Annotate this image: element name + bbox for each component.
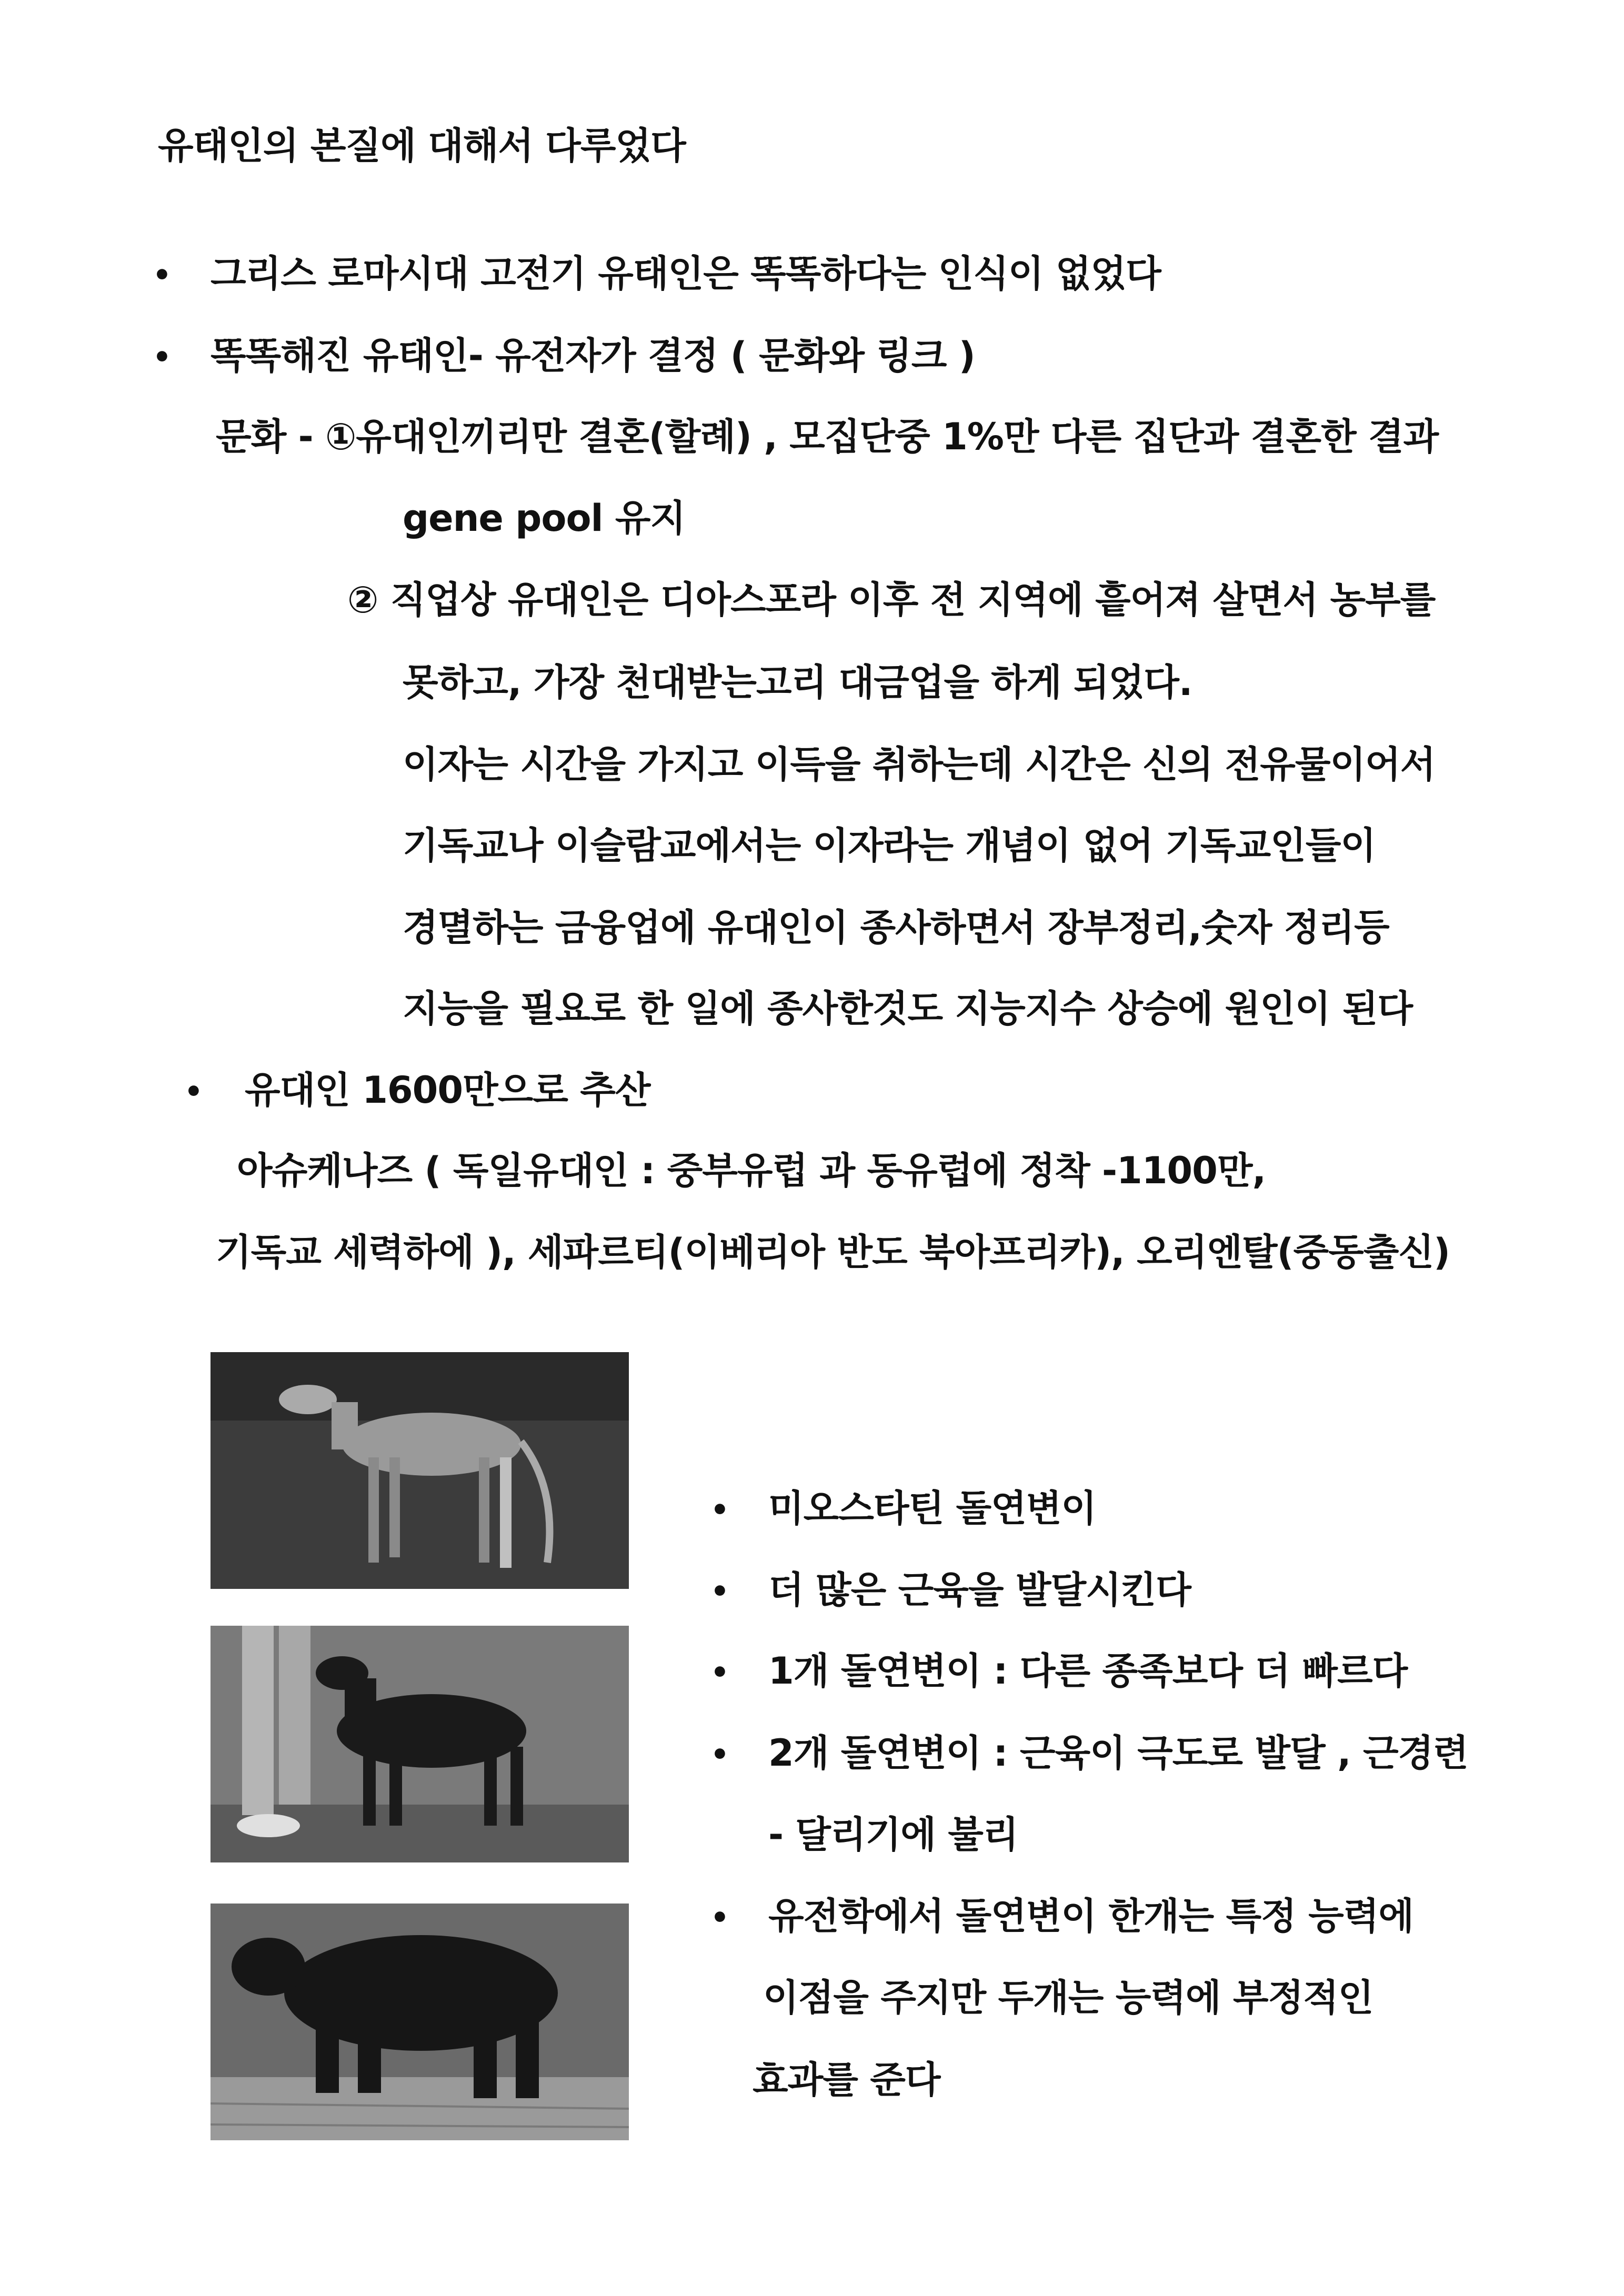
side-muscle: 더 많은 근육을 발달시킨다 (768, 1568, 1191, 1612)
bullet-smart-jews: 똑똑해진 유태인- 유전자가 결정 ( 문화와 링크 ) (210, 334, 975, 377)
side-genetics: 유전학에서 돌연변이 한개는 특정 능력에 (768, 1895, 1414, 1938)
bullet-glyph: • (153, 340, 172, 375)
culture-line-5: 이자는 시간을 가지고 이득을 취하는데 시간은 신의 전유물이어서 (403, 743, 1436, 786)
side-two-mutations: 2개 돌연변이 : 근육이 극도로 발달 , 근경련 (768, 1731, 1468, 1775)
bullet-population: 유대인 1600만으로 추산 (245, 1069, 650, 1112)
side-myostatin: 미오스타틴 돌연변이 (768, 1487, 1096, 1530)
bullet-glyph: • (710, 1656, 729, 1690)
bullet-greek-roman: 그리스 로마시대 고전기 유태인은 똑똑하다는 인식이 없었다 (210, 252, 1161, 295)
culture-line-2: gene pool 유지 (403, 497, 686, 540)
bullet-glyph: • (710, 1738, 729, 1772)
side-one-mutation: 1개 돌연변이 : 다른 종족보다 더 빠르다 (768, 1649, 1408, 1693)
dog-photo-heterozygous (210, 1626, 629, 1862)
groups-line-2: 기독교 세력하에 ), 세파르티(이베리아 반도 북아프리카), 오리엔탈(중동출신) (216, 1231, 1450, 1274)
dog-photo-normal (210, 1352, 629, 1589)
groups-line-1: 아슈케나즈 ( 독일유대인 : 중부유럽 과 동유럽에 정착 -1100만, (237, 1149, 1266, 1192)
side-two-mutations-cont: - 달리기에 불리 (768, 1813, 1018, 1856)
bullet-glyph: • (710, 1901, 729, 1935)
culture-line-7: 경멸하는 금융업에 유대인이 종사하면서 장부정리,숫자 정리등 (403, 906, 1389, 949)
side-genetics-cont-2: 효과를 준다 (753, 2058, 940, 2101)
culture-line-1: 문화 - ①유대인끼리만 결혼(할례) , 모집단중 1%만 다른 집단과 결혼한 결과 (216, 415, 1439, 458)
culture-line-6: 기독교나 이슬람교에서는 이자라는 개념이 없어 기독교인들이 (403, 824, 1376, 867)
culture-line-4: 못하고, 가장 천대받는고리 대금업을 하게 되었다. (403, 661, 1192, 704)
bullet-glyph: • (184, 1075, 203, 1109)
dog-photo-homozygous (210, 1904, 629, 2140)
culture-line-3: ② 직업상 유대인은 디아스포라 이후 전 지역에 흩어져 살면서 농부를 (347, 578, 1436, 621)
culture-line-8: 지능을 필요로 한 일에 종사한것도 지능지수 상승에 원인이 된다 (403, 987, 1413, 1030)
bullet-glyph: • (153, 258, 172, 293)
document-heading: 유태인의 본질에 대해서 다루었다 (158, 124, 686, 167)
bullet-glyph: • (710, 1493, 729, 1527)
side-genetics-cont-1: 이점을 주지만 두개는 능력에 부정적인 (763, 1976, 1374, 2019)
bullet-glyph: • (710, 1575, 729, 1609)
